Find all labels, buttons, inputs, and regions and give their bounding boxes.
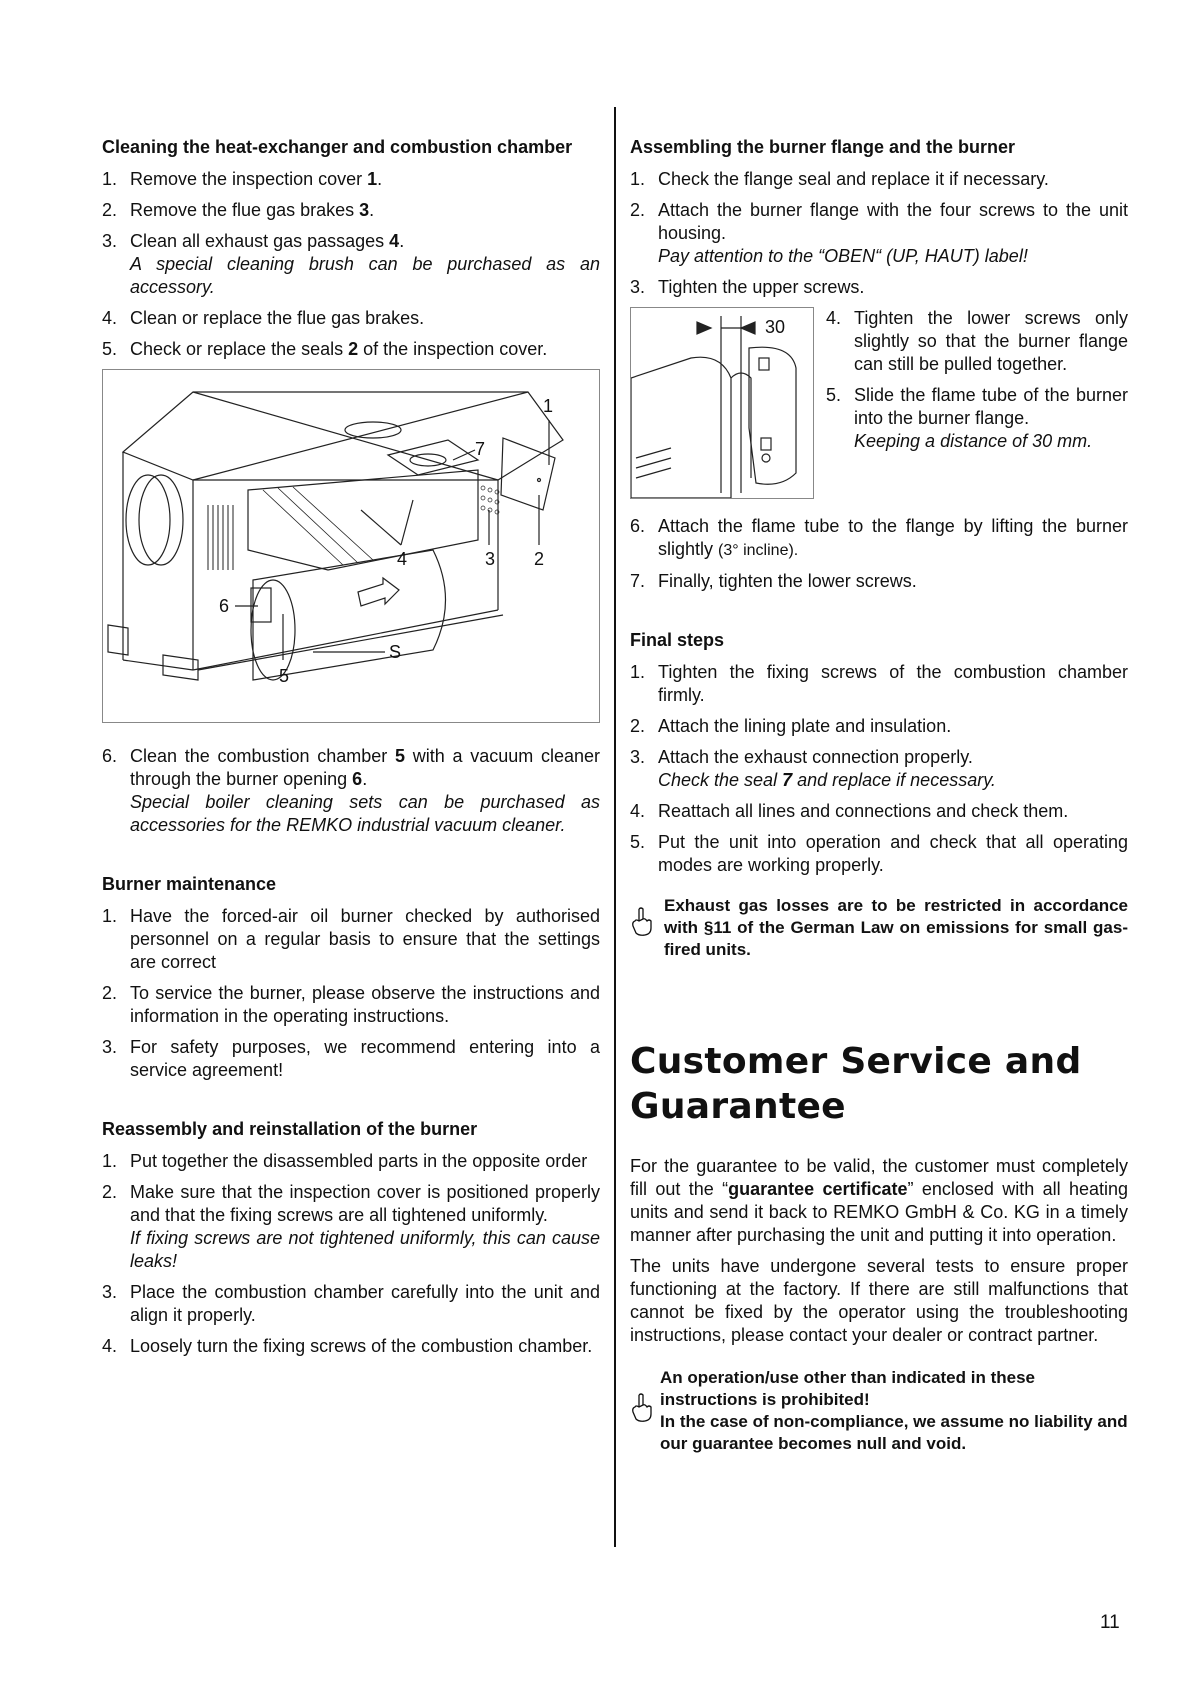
label-S: S: [389, 642, 402, 662]
final-steps-heading: Final steps: [630, 630, 725, 650]
list-item: 3. For safety purposes, we recommend entering into a service agreement!: [102, 1037, 600, 1080]
cleaning-heading: Cleaning the heat-exchanger and combustion chamber: [102, 137, 573, 157]
heat-exchanger-drawing: [103, 370, 599, 722]
list-item: 6. Clean the combustion chamber 5 with a vacuum cleaner through the burner opening 6. Special boiler cleaning sets can be purchased as accessories for the REMKO industrial vacuum cleaner.: [102, 746, 600, 835]
assembling-steps-cont: [630, 515, 1128, 593]
emissions-warning: Exhaust gas losses are to be restricted in accordance with §11 of the German Law on emissions for small gas-fired units.: [630, 895, 1128, 961]
label-5: 5: [279, 666, 290, 686]
list-item: 7. Finally, tighten the lower screws.: [630, 571, 917, 591]
list-item: 1. Put together the disassembled parts in the opposite order: [102, 1151, 588, 1171]
dimension-label: 30: [765, 317, 786, 337]
burner-flange-figure: [630, 307, 814, 499]
list-item: 2. Attach the lining plate and insulation.: [630, 716, 952, 736]
list-item: 6. Attach the flame tube to the flange by lifting the burner slightly (3° incline).: [630, 516, 1128, 559]
cleaning-steps: [102, 168, 600, 361]
prohibition-notice: An operation/use other than indicated in these instructions is prohibited! In the case of non-compliance, we assume no liability and our guarantee becomes null and void.: [630, 1367, 1128, 1455]
reassembly-heading: Reassembly and reinstallation of the burner: [102, 1119, 478, 1139]
burner-side-steps: [826, 307, 1128, 461]
malfunction-paragraph: The units have undergone several tests to ensure proper functioning at the factory. If there are still malfunctions that cannot be fixed by the operator using the troubleshooting instructions, please contact your dealer or contract partner.: [630, 1256, 1128, 1345]
column-divider: [614, 107, 616, 1547]
list-item: 5. Put the unit into operation and check that all operating modes are working properly.: [630, 832, 1128, 875]
list-item: 1. Check the flange seal and replace it if necessary.: [630, 169, 1049, 189]
list-item: 1. Tighten the fixing screws of the combustion chamber firmly.: [630, 662, 1128, 705]
label-6: 6: [219, 596, 230, 616]
list-item: 4. Clean or replace the flue gas brakes.: [102, 308, 425, 328]
list-item: 1. Remove the inspection cover 1.: [102, 169, 383, 189]
list-item: 2. Attach the burner flange with the four screws to the unit housing. Pay attention to the “OBEN“ (UP, HAUT) label!: [630, 200, 1128, 266]
final-steps: [630, 661, 1128, 877]
label-3: 3: [485, 549, 496, 569]
page-number: 11: [1100, 1612, 1120, 1633]
label-2: 2: [534, 549, 545, 569]
label-1: 1: [543, 396, 554, 416]
burner-flange-drawing: [631, 308, 813, 498]
pointing-hand-icon: [630, 1393, 654, 1429]
service-heading: Customer Service and Guarantee: [630, 1041, 1082, 1127]
label-7: 7: [475, 439, 486, 459]
burner-section: [630, 307, 1128, 507]
left-column: [102, 136, 600, 1366]
list-item: 2. Make sure that the inspection cover is positioned properly and that the fixing screws are all tightened uniformly. If fixing screws are not tightened uniformly, this can cause leaks!: [102, 1182, 600, 1271]
list-item: 4. Loosely turn the fixing screws of the combustion chamber.: [102, 1336, 593, 1356]
pointing-hand-icon: [630, 907, 654, 943]
burner-maintenance-heading: Burner maintenance: [102, 874, 277, 894]
cleaning-steps-cont: [102, 745, 600, 837]
list-item: 3. Clean all exhaust gas passages 4. A special cleaning brush can be purchased as an accessory.: [102, 231, 600, 297]
list-item: 3. Attach the exhaust connection properly. Check the seal 7 and replace if necessary.: [630, 747, 996, 790]
label-4: 4: [397, 549, 408, 569]
right-column: [630, 136, 1128, 1455]
reassembly-steps: [102, 1150, 600, 1358]
list-item: 5. Check or replace the seals 2 of the inspection cover.: [102, 339, 548, 359]
list-item: 1. Have the forced-air oil burner checked by authorised personnel on a regular basis to ensure that the settings are correct: [102, 906, 600, 972]
assembling-steps: [630, 168, 1128, 299]
list-item: 4. Tighten the lower screws only slightly so that the burner flange can still be pulled together.: [826, 308, 1128, 374]
list-item: 4. Reattach all lines and connections and check them.: [630, 801, 1069, 821]
list-item: 5. Slide the flame tube of the burner into the burner flange. Keeping a distance of 30 mm.: [826, 385, 1128, 451]
list-item: 3. Place the combustion chamber carefully into the unit and align it properly.: [102, 1282, 600, 1325]
guarantee-paragraph: For the guarantee to be valid, the customer must completely fill out the “guarantee certificate” enclosed with all heating units and send it back to REMKO GmbH & Co. KG in a timely manner after purchasing the unit and putting it into operation.: [630, 1156, 1128, 1245]
assembling-heading: Assembling the burner flange and the burner: [630, 137, 1016, 157]
list-item: 3. Tighten the upper screws.: [630, 277, 865, 297]
list-item: 2. Remove the flue gas brakes 3.: [102, 200, 375, 220]
heat-exchanger-figure: [102, 369, 600, 723]
list-item: 2. To service the burner, please observe the instructions and information in the operating instructions.: [102, 983, 600, 1026]
burner-steps: [102, 905, 600, 1082]
